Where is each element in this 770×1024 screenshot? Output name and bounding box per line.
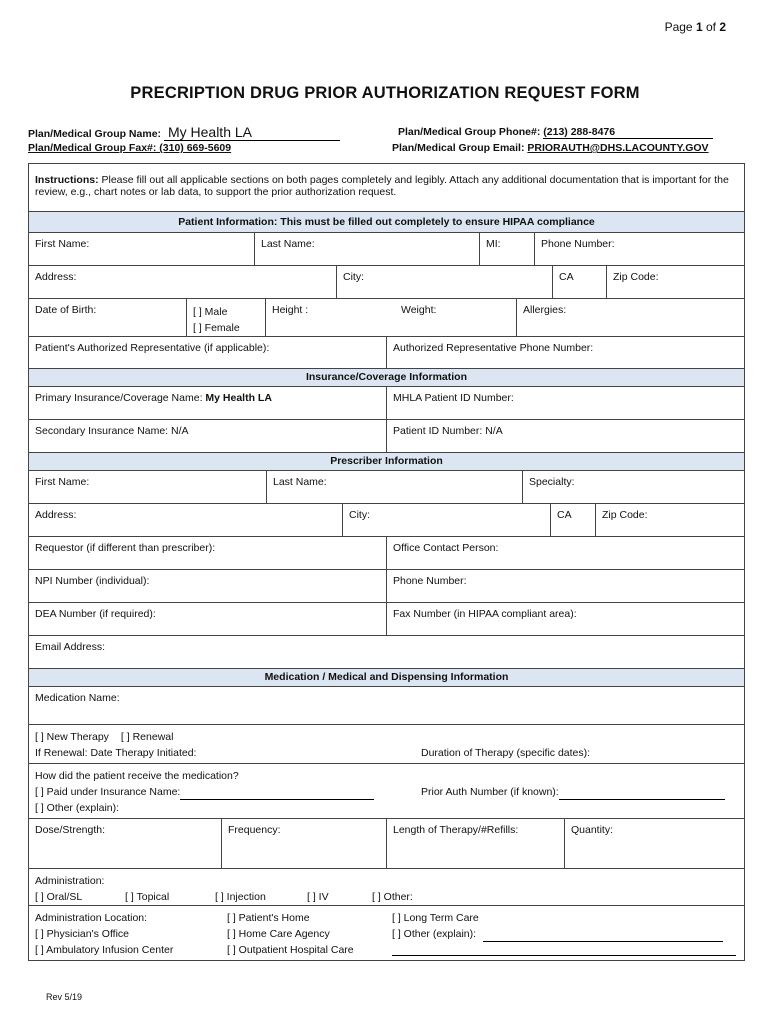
new-therapy-checkbox[interactable]: [ ] New Therapy <box>35 731 109 743</box>
patient-first-name[interactable]: First Name: <box>35 238 90 250</box>
primary-insurance[interactable]: Primary Insurance/Coverage Name: My Health LA <box>35 392 272 404</box>
patient-state: CA <box>552 266 580 298</box>
iv-checkbox[interactable]: [ ] IV <box>307 891 329 903</box>
topical-checkbox[interactable]: [ ] Topical <box>125 891 170 903</box>
patient-last-name[interactable]: Last Name: <box>254 233 321 265</box>
patient-allergies[interactable]: Allergies: <box>516 299 572 336</box>
long-term-care-checkbox[interactable]: [ ] Long Term Care <box>392 912 479 924</box>
plan-email: Plan/Medical Group Email: PRIORAUTH@DHS.LACOUNTY.GOV <box>392 142 709 154</box>
patient-zip[interactable]: Zip Code: <box>606 266 665 298</box>
plan-fax: Plan/Medical Group Fax#: (310) 669-5609 <box>28 142 232 154</box>
medication-section-header: Medication / Medical and Dispensing Information <box>29 669 744 687</box>
npi-number[interactable]: NPI Number (individual): <box>35 575 150 587</box>
prescriber-address[interactable]: Address: <box>35 509 77 521</box>
office-contact[interactable]: Office Contact Person: <box>386 537 504 569</box>
frequency[interactable]: Frequency: <box>221 819 287 868</box>
authorized-rep-phone[interactable]: Authorized Representative Phone Number: <box>386 337 599 368</box>
instructions: Instructions: Please fill out all applicable sections on both pages completely and legibly. Attach any additional documentation that is important for the review, e.g., chart notes or lab data, to support the prior authorization request. <box>29 164 744 212</box>
fax-number[interactable]: Fax Number (in HIPAA compliant area): <box>386 603 583 635</box>
prescriber-state: CA <box>550 504 578 536</box>
patient-weight[interactable]: Weight: <box>401 304 437 316</box>
prescriber-last-name[interactable]: Last Name: <box>266 471 333 503</box>
plan-name-value: My Health LA <box>164 124 340 141</box>
dose-strength[interactable]: Dose/Strength: <box>35 824 106 836</box>
female-checkbox[interactable]: [ ] Female <box>193 322 240 334</box>
medication-name[interactable]: Medication Name: <box>35 692 120 704</box>
prescriber-specialty[interactable]: Specialty: <box>522 471 581 503</box>
other-location-checkbox[interactable]: [ ] Other (explain): <box>392 928 477 940</box>
patient-home-checkbox[interactable]: [ ] Patient's Home <box>227 912 310 924</box>
primary-insurance-value: My Health LA <box>205 392 272 404</box>
plan-name: Plan/Medical Group Name: My Health LA <box>28 124 340 141</box>
administration-label: Administration: <box>35 875 105 887</box>
patient-mi[interactable]: MI: <box>479 233 507 265</box>
mhla-patient-id[interactable]: MHLA Patient ID Number: <box>386 387 520 419</box>
authorization-form <box>28 163 745 961</box>
quantity[interactable]: Quantity: <box>564 819 619 868</box>
physician-office-checkbox[interactable]: [ ] Physician's Office <box>35 928 130 940</box>
patient-id-number[interactable]: Patient ID Number: N/A <box>386 420 509 452</box>
patient-city[interactable]: City: <box>336 266 370 298</box>
plan-phone-value: (213) 288-8476 <box>543 126 713 139</box>
prescriber-zip[interactable]: Zip Code: <box>595 504 654 536</box>
oral-checkbox[interactable]: [ ] Oral/SL <box>35 891 83 903</box>
length-of-therapy[interactable]: Length of Therapy/#Refills: <box>386 819 524 868</box>
prior-auth-number[interactable]: Prior Auth Number (if known): <box>421 786 559 798</box>
other-location-line[interactable] <box>483 929 723 942</box>
revision-label: Rev 5/19 <box>46 992 83 1002</box>
other-admin-checkbox[interactable]: [ ] Other: <box>372 891 413 903</box>
secondary-insurance[interactable]: Secondary Insurance Name: N/A <box>35 425 189 437</box>
prior-auth-line[interactable] <box>559 787 725 800</box>
authorized-rep[interactable]: Patient's Authorized Representative (if applicable): <box>35 342 270 354</box>
prescriber-section-header: Prescriber Information <box>29 453 744 471</box>
patient-section-header: Patient Information: This must be filled out completely to ensure HIPAA compliance <box>29 212 744 233</box>
paid-insurance-checkbox[interactable]: [ ] Paid under Insurance Name: <box>35 786 181 798</box>
renewal-checkbox[interactable]: [ ] Renewal <box>120 731 174 743</box>
plan-phone: Plan/Medical Group Phone#: (213) 288-8476 <box>398 126 713 139</box>
requestor[interactable]: Requestor (if different than prescriber): <box>35 542 216 554</box>
email-address[interactable]: Email Address: <box>35 641 106 653</box>
other-explain-checkbox[interactable]: [ ] Other (explain): <box>35 802 120 814</box>
plan-email-value[interactable]: PRIORAUTH@DHS.LACOUNTY.GOV <box>527 142 709 154</box>
page-number: Page 1 of 2 <box>664 20 726 34</box>
insurance-name-line[interactable] <box>180 787 374 800</box>
how-received: How did the patient receive the medication? <box>35 770 239 782</box>
prescriber-first-name[interactable]: First Name: <box>35 476 90 488</box>
injection-checkbox[interactable]: [ ] Injection <box>215 891 266 903</box>
prescriber-phone[interactable]: Phone Number: <box>386 570 473 602</box>
explain-line[interactable] <box>392 942 736 956</box>
date-therapy-initiated[interactable]: If Renewal: Date Therapy Initiated: <box>35 747 197 759</box>
patient-dob[interactable]: Date of Birth: <box>35 304 97 316</box>
prescriber-city[interactable]: City: <box>342 504 376 536</box>
dea-number[interactable]: DEA Number (if required): <box>35 608 156 620</box>
patient-address[interactable]: Address: <box>35 271 77 283</box>
form-title: PRECRIPTION DRUG PRIOR AUTHORIZATION REQUEST FORM <box>130 84 640 102</box>
admin-location-label: Administration Location: <box>35 912 148 924</box>
insurance-section-header: Insurance/Coverage Information <box>29 369 744 387</box>
male-checkbox[interactable]: [ ] Male <box>193 306 228 318</box>
patient-phone[interactable]: Phone Number: <box>534 233 621 265</box>
ambulatory-checkbox[interactable]: [ ] Ambulatory Infusion Center <box>35 944 174 956</box>
patient-height[interactable]: Height : <box>265 299 314 336</box>
outpatient-checkbox[interactable]: [ ] Outpatient Hospital Care <box>227 944 354 956</box>
home-care-checkbox[interactable]: [ ] Home Care Agency <box>227 928 330 940</box>
duration-of-therapy[interactable]: Duration of Therapy (specific dates): <box>421 747 591 759</box>
